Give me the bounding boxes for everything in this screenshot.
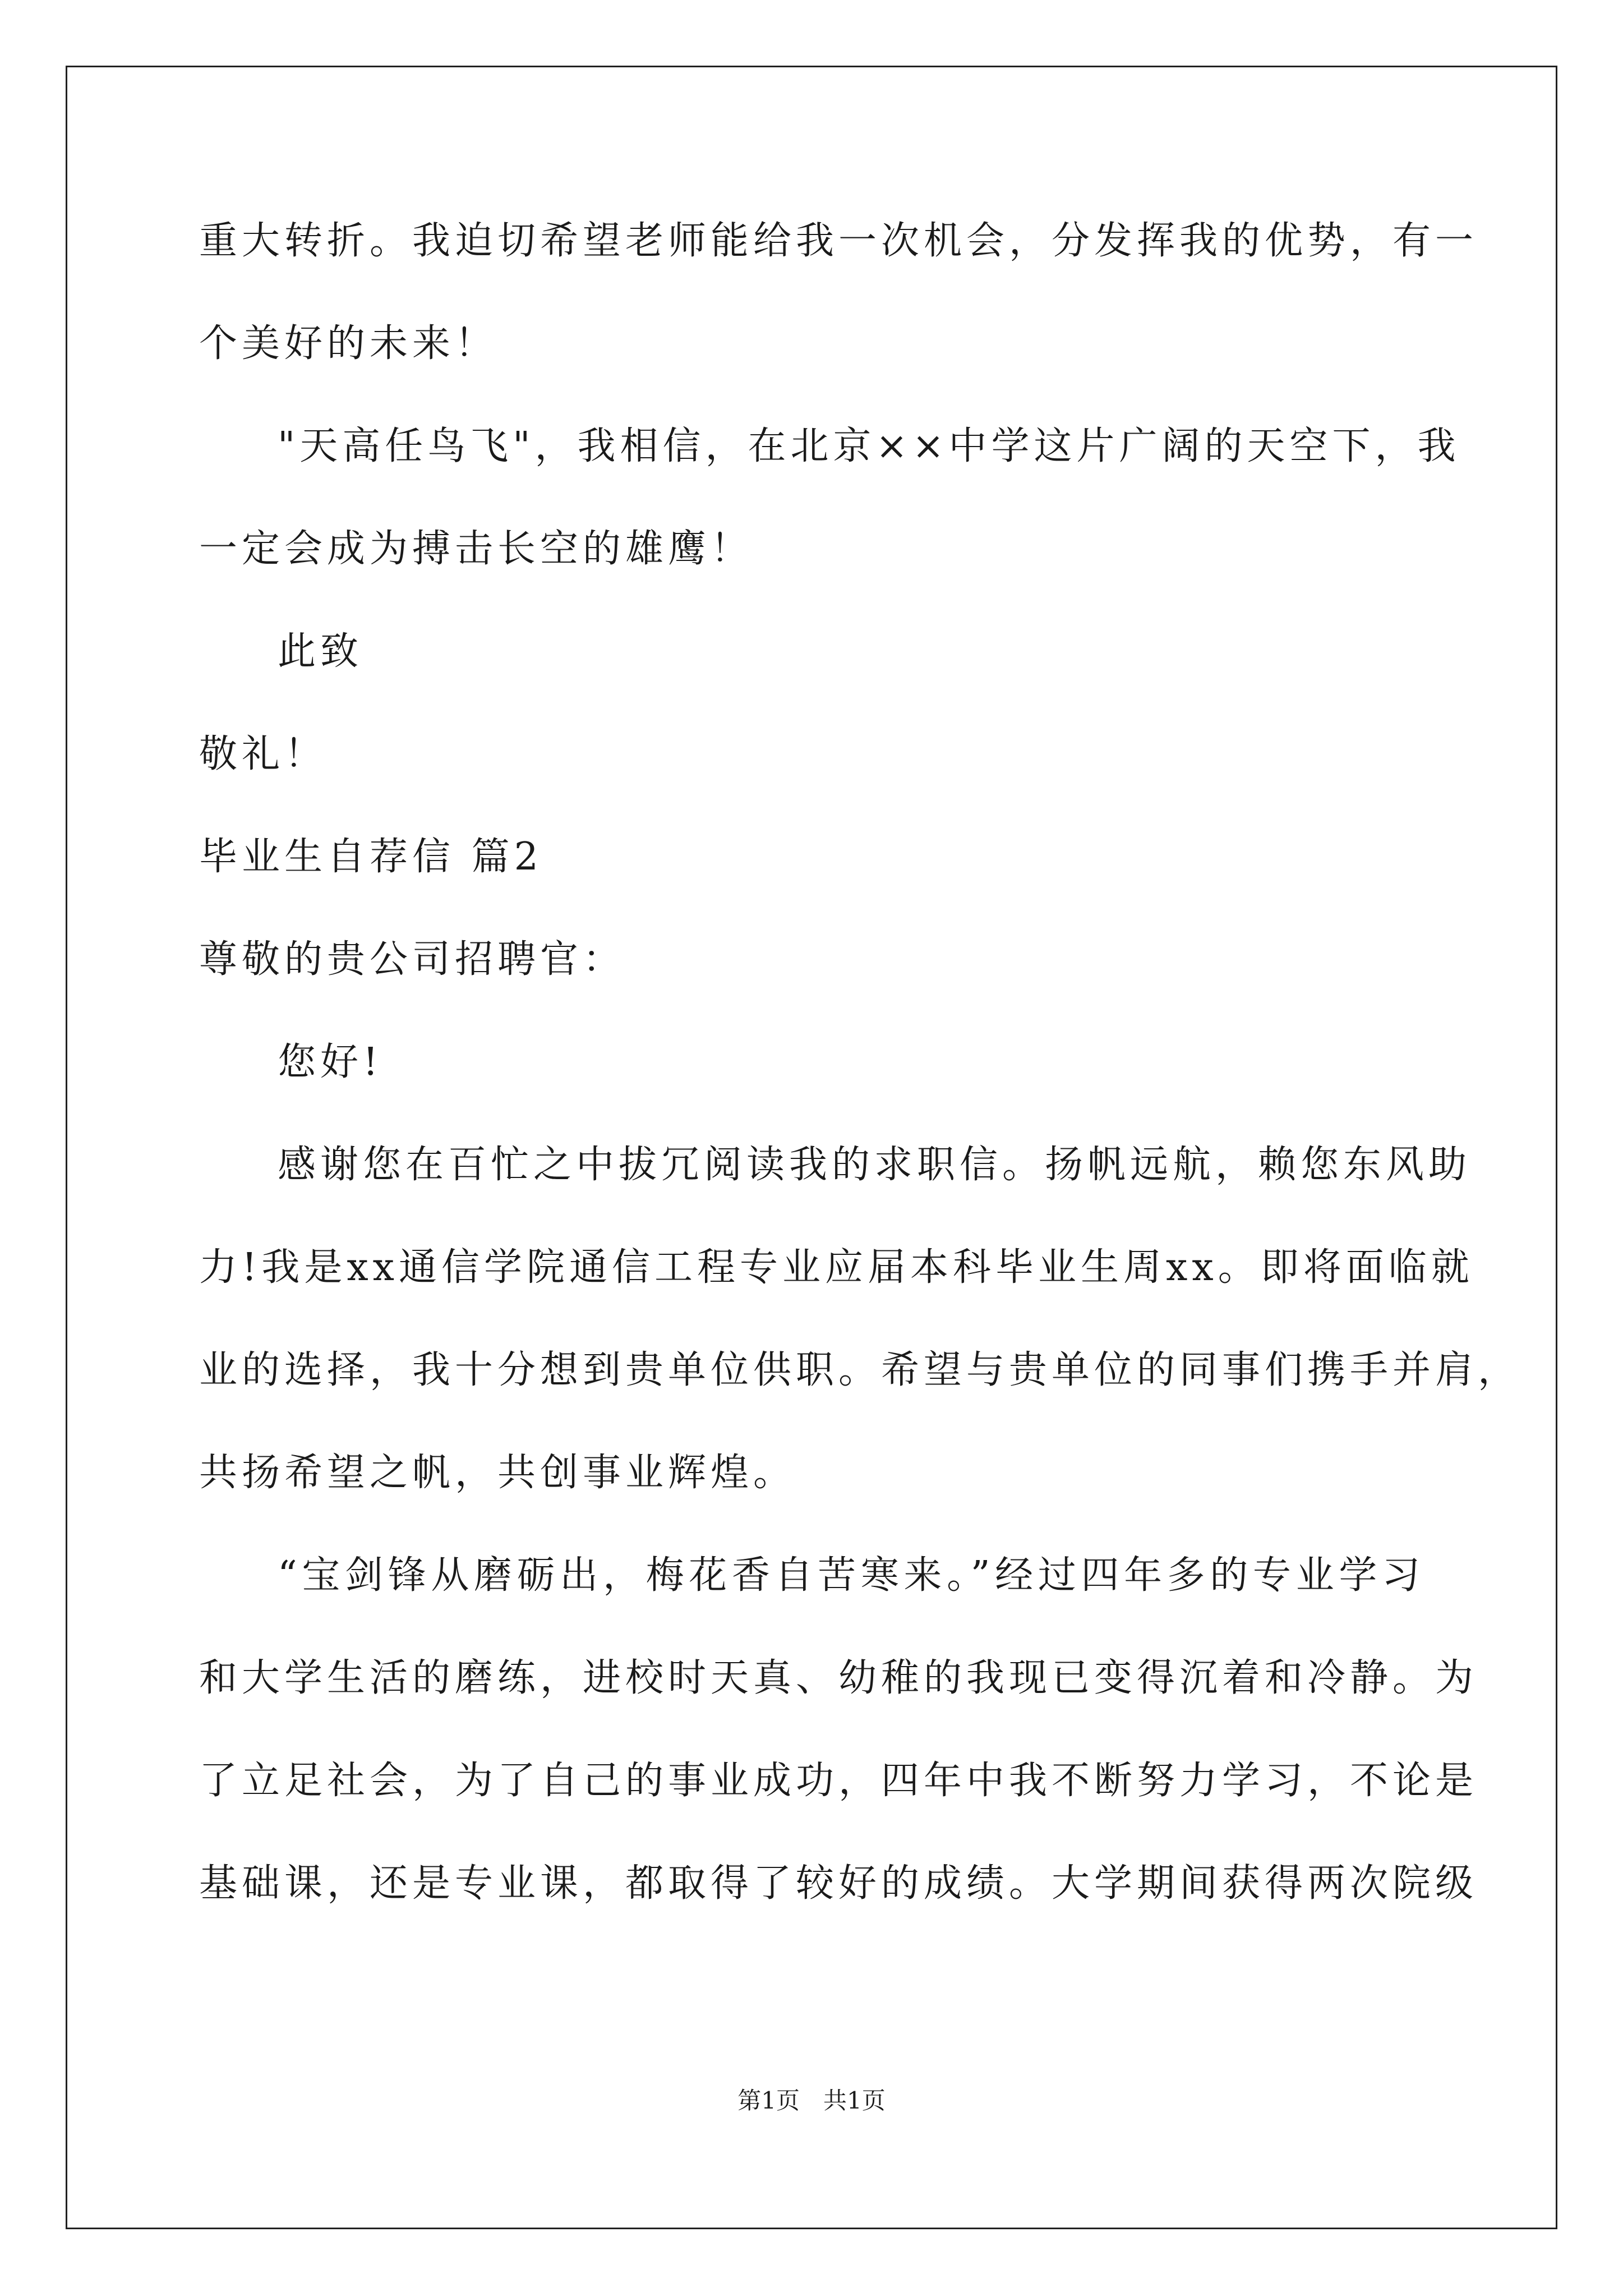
letter-greeting: 尊敬的贵公司招聘官：	[199, 937, 626, 982]
closing-salutation: 此致	[278, 629, 363, 674]
text-line: 了立足社会，为了自己的事业成功，四年中我不断努力学习，不论是	[199, 1759, 1478, 1803]
text-line: “宝剑锋从磨砺出，梅花香自苦寒来。”经过四年多的专业学习	[278, 1553, 1424, 1598]
text-line: 业的选择，我十分想到贵单位供职。希望与贵单位的同事们携手并肩，	[199, 1348, 1521, 1392]
closing-regards: 敬礼！	[199, 732, 328, 776]
text-line: 一定会成为搏击长空的雄鹰！	[199, 527, 754, 571]
text-line: 感谢您在百忙之中拔冗阅读我的求职信。扬帆远航，赖您东风助	[278, 1143, 1472, 1187]
text-line: 重大转折。我迫切希望老师能给我一次机会，分发挥我的优势，有一	[199, 219, 1478, 263]
text-line: 共扬希望之帆，共创事业辉煌。	[199, 1451, 796, 1495]
section-heading: 毕业生自荐信 篇2	[199, 835, 543, 879]
text-line: 力!我是xx通信学院通信工程专业应届本科毕业生周xx。即将面临就	[199, 1245, 1474, 1290]
text-line: 您好!	[278, 1040, 383, 1084]
text-line: "天高任鸟飞"，我相信，在北京××中学这片广阔的天空下，我	[278, 424, 1460, 468]
page-footer: 第1页 共1页	[737, 2087, 886, 2114]
text-line: 和大学生活的磨练，进校时天真、幼稚的我现已变得沉着和冷静。为	[199, 1656, 1478, 1700]
text-line: 基础课，还是专业课，都取得了较好的成绩。大学期间获得两次院级	[199, 1861, 1478, 1906]
text-line: 个美好的未来！	[199, 321, 498, 366]
